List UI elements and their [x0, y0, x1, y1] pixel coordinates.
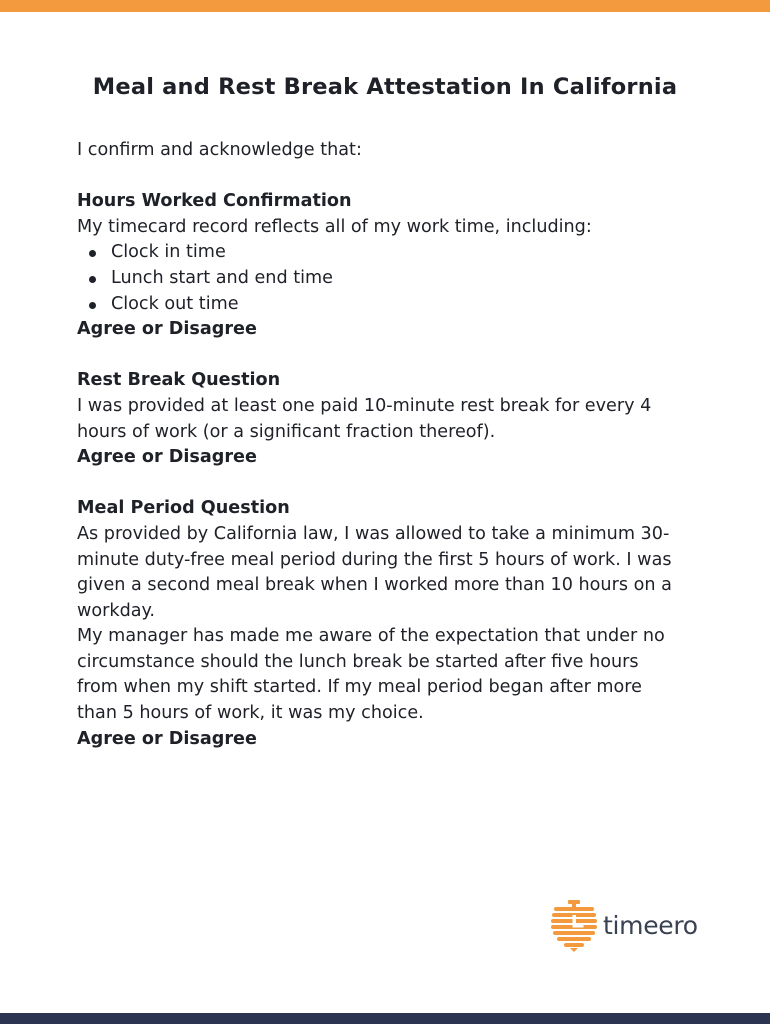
spacer [77, 343, 702, 369]
section-body-meal-line: circumstance should the lunch break be started after five hours [77, 651, 639, 672]
section-body-meal-line: My manager has made me aware of the expectation that under no [77, 626, 665, 647]
section-body-rest-line: hours of work (or a significant fraction thereof). [77, 421, 496, 442]
intro-text: I confirm and acknowledge that: [77, 140, 362, 160]
response-hours: Agree or Disagree [77, 319, 257, 340]
section-body-meal-line: minute duty-free meal period during the first 5 hours of work. I was [77, 549, 672, 570]
logo-wordmark: timeero [603, 910, 698, 940]
section-body-hours: My timecard record reflects all of my work time, including: [77, 216, 592, 237]
list-item: Clock in time [77, 240, 702, 266]
section-body-meal-line: As provided by California law, I was allowed to take a minimum 30- [77, 523, 670, 544]
section-body-meal-line: workday. [77, 600, 156, 621]
section-body-meal-line: given a second meal break when I worked more than 10 hours on a [77, 575, 672, 596]
timeero-logo [551, 900, 698, 952]
section-body-meal-line: than 5 hours of work, it was my choice. [77, 703, 424, 724]
response-meal: Agree or Disagree [77, 728, 257, 749]
section-body-rest-line: I was provided at least one paid 10-minute rest break for every 4 [77, 395, 652, 416]
list-item: Lunch start and end time [77, 266, 702, 292]
section-heading-rest: Rest Break Question [77, 370, 281, 391]
document-title: Meal and Rest Break Attestation In California [92, 74, 678, 100]
section-heading-hours: Hours Worked Confirmation [77, 191, 352, 212]
response-rest: Agree or Disagree [77, 447, 257, 468]
timecard-list [77, 240, 702, 317]
timer-pin-icon [551, 900, 597, 952]
top-accent-bar [0, 0, 770, 12]
bottom-accent-bar [0, 1013, 770, 1024]
section-body-meal-line: from when my shift started. If my meal period began after more [77, 677, 642, 698]
list-item: Clock out time [77, 292, 702, 318]
spacer [77, 471, 702, 497]
spacer [77, 164, 702, 190]
document-body [77, 138, 702, 752]
section-heading-meal: Meal Period Question [77, 498, 290, 519]
